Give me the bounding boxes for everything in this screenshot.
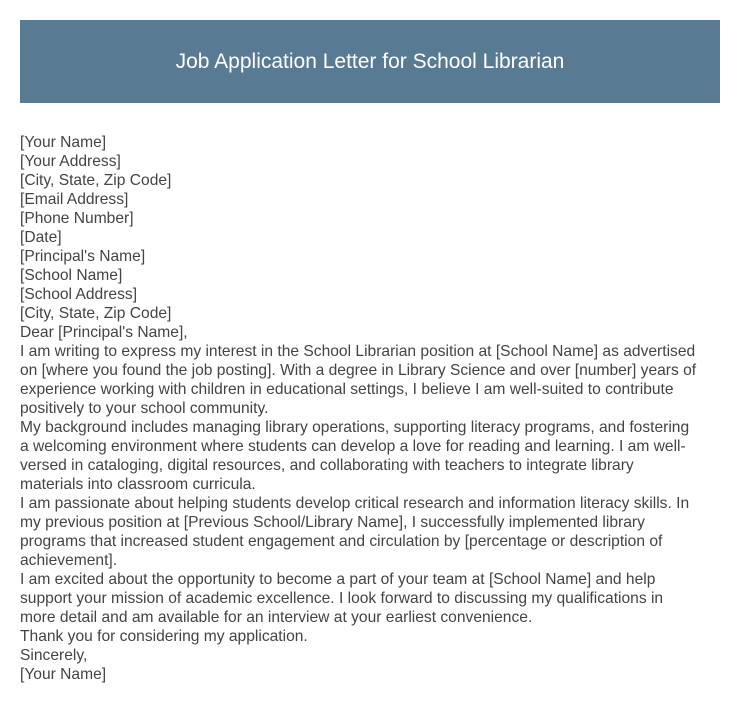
paragraph-passion — [20, 494, 720, 570]
paragraph-line: achievement]. — [20, 552, 118, 569]
paragraph-closing — [20, 570, 720, 627]
closing-line: Sincerely, — [20, 647, 88, 664]
paragraph-intro — [20, 342, 720, 418]
paragraph-line: programs that increased student engagement and circulation by [percentage or description of — [20, 533, 663, 550]
paragraph-line: my previous position at [Previous School/Library Name], I successfully implemented library — [20, 514, 645, 531]
page-header — [20, 20, 720, 103]
paragraph-line: materials into classroom curricula. — [20, 476, 256, 493]
sender-phone: [Phone Number] — [20, 210, 134, 227]
paragraph-line: I am passionate about helping students develop critical research and information literacy skills. In — [20, 495, 690, 512]
recipient-city-state-zip: [City, State, Zip Code] — [20, 305, 172, 322]
recipient-block — [20, 247, 720, 323]
paragraph-line: on [where you found the job posting]. With a degree in Library Science and over [number] years of — [20, 362, 697, 379]
recipient-name: [Principal's Name] — [20, 248, 146, 265]
page-title: Job Application Letter for School Librarian — [175, 49, 565, 73]
paragraph-line: experience working with children in educational settings, I believe I am well-suited to contribute — [20, 381, 674, 398]
recipient-school: [School Name] — [20, 267, 123, 284]
paragraph-line: positively to your school community. — [20, 400, 269, 417]
salutation: Dear [Principal's Name], — [20, 324, 188, 341]
paragraph-line: support your mission of academic excellence. I look forward to discussing my qualifications in — [20, 590, 664, 607]
sender-name: [Your Name] — [20, 134, 107, 151]
paragraph-line: versed in cataloging, digital resources, and collaborating with teachers to integrate library — [20, 457, 634, 474]
sender-city-state-zip: [City, State, Zip Code] — [20, 172, 172, 189]
sender-block — [20, 133, 720, 228]
paragraph-line: more detail and am available for an interview at your earliest convenience. — [20, 609, 533, 626]
signature-line: [Your Name] — [20, 666, 107, 683]
letter-date: [Date] — [20, 229, 62, 246]
paragraph-line: I am writing to express my interest in the School Librarian position at [School Name] as advertised — [20, 343, 696, 360]
sender-address: [Your Address] — [20, 153, 121, 170]
paragraph-line: a welcoming environment where students can develop a love for reading and learning. I am well- — [20, 438, 686, 455]
thanks-line: Thank you for considering my application. — [20, 628, 308, 645]
recipient-address: [School Address] — [20, 286, 138, 303]
paragraph-line: I am excited about the opportunity to become a part of your team at [School Name] and help — [20, 571, 656, 588]
sender-email: [Email Address] — [20, 191, 129, 208]
paragraph-line: My background includes managing library operations, supporting literacy programs, and fostering — [20, 419, 690, 436]
paragraph-background — [20, 418, 720, 494]
letter-body — [20, 133, 720, 684]
